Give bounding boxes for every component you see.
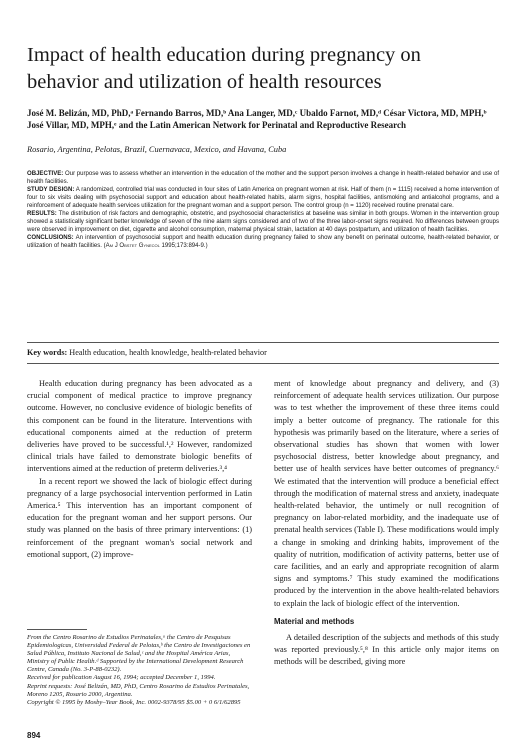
conclusions-label: CONCLUSIONS: bbox=[27, 235, 74, 242]
keywords-text: Health education, health knowledge, health-related behavior bbox=[67, 348, 267, 357]
abstract-conclusions bbox=[27, 234, 499, 250]
footnote-copyright: Copyright © 1995 by Mosby–Year Book, Inc. 0002-9378/95 $5.00 + 0 6/1/62895 bbox=[27, 698, 241, 706]
section-heading: Material and methods bbox=[274, 616, 355, 626]
keywords bbox=[27, 347, 499, 358]
citation-prefix: (Am J Obstet Gynecol bbox=[103, 243, 160, 250]
abstract-results bbox=[27, 210, 499, 234]
body-column-left bbox=[27, 378, 252, 561]
design-text: A randomized, controlled trial was conducted in four sites of Latin America on pregnant women at risk. Half of them (n = 1115) received a home intervention of four to six visits dealing with psychosocial support and education about health-related habits, alarm signs, hospital facilities, antismoking and antialcohol programs, and a reinforcement of adequate health services utilization for the pregnant woman and a support person. The control group (n = 1120) received routine prenatal care. bbox=[27, 187, 499, 210]
results-label: RESULTS: bbox=[27, 211, 57, 218]
body-paragraph: Health education during pregnancy has been advocated as a crucial component of medical practice to improve pregnancy outcome. However, no conclusive evidence of biologic benefits of this component can be found in the literature. Interventions with educational components aimed at the reduction of preterm deliveries have proved to be successful.¹,² However, randomized clinical trials have failed to demonstrate biologic benefits of interventions aimed at the reduction of preterm deliveries.³,⁴ bbox=[27, 379, 252, 474]
citation-suffix: 1995;173:894-9.) bbox=[159, 243, 208, 250]
keywords-top-rule bbox=[27, 342, 499, 343]
footnote-reprints: Reprint requests: José Belizán, MD, PhD, Centro Rosarino de Estudios Perinatales, Moreno 1205, Rosario 2000, Argentina. bbox=[27, 682, 250, 698]
article-title: Impact of health education during pregnancy on behavior and utilization of health resources bbox=[27, 44, 421, 93]
abstract-design bbox=[27, 186, 499, 210]
keywords-label: Key words: bbox=[27, 348, 68, 357]
design-label: STUDY DESIGN: bbox=[27, 187, 75, 194]
methods-paragraph: A detailed description of the subjects and methods of this study was reported previously.⁵,⁸ In this article only major items on methods will be described, giving more bbox=[274, 633, 499, 667]
page-number: 894 bbox=[27, 731, 41, 740]
objective-text: Our purpose was to assess whether an intervention in the education of the mother and the support person involves a change in health-related behavior and use of health facilities. bbox=[27, 171, 499, 186]
objective-label: OBJECTIVE: bbox=[27, 171, 64, 177]
author-list: José M. Belizán, MD, PhD,ᵃ Fernando Barros, MD,ᵇ Ana Langer, MD,ᶜ Ubaldo Farnot, MD,ᵈ César Victora, MD, MPH,ᵇ José Villar, MD, MPH,ᵉ and the Latin American Network for Perinatal and Reproductive Research bbox=[27, 108, 487, 130]
results-text: The distribution of risk factors and demographic, obstetric, and psychosocial characteristics at baseline was similar in both groups. Women in the intervention group showed a statistically significant better knowledge of seven of the nine alarm signs considered and of two of the three labor-onset signs required. No differences between groups were observed in improvement on diet, cigarette and alcohol consumption, maternal physical strain, lactation at 40 days postpartum, and utilization of health facilities. bbox=[27, 211, 499, 234]
keywords-bottom-rule bbox=[27, 363, 499, 364]
abstract-objective bbox=[27, 170, 499, 186]
abstract bbox=[27, 170, 499, 250]
affiliation-locations: Rosario, Argentina, Pelotas, Brazil, Cuernavaca, Mexico, and Havana, Cuba bbox=[27, 145, 287, 154]
footnote-affiliations: From the Centro Rosarino de Estudios Perinatales,ᵃ the Centro de Pesquisas Epidemiologicas, Universidad Federal de Pelotas,ᵇ the Centro de Investigaciones en Salud Pública, Instituto Nacional de Salud,ᶜ and the Hospital América Arias, Ministry of Public Health.ᵈ Supported by the International Development Research Centre, Canada (No. 3-P-88-0232). bbox=[27, 634, 251, 674]
body-paragraph: In a recent report we showed the lack of biologic effect during pregnancy of a large psychosocial intervention performed in Latin America.⁵ This intervention has an important component of education for the pregnant woman and her support persons. Our study was planned on the basis of three primary interventions: (1) reinforcement of the pregnant woman's social network and emotional support, (2) improve- bbox=[27, 476, 252, 559]
conclusions-text: An intervention of psychosocial support and health education during pregnancy failed to show any benefit on perinatal outcome, health-related behavior, or utilization of health facilities. bbox=[27, 235, 499, 250]
body-column-right bbox=[274, 378, 499, 669]
footnote-received: Received for publication August 16, 1994; accepted December 1, 1994. bbox=[27, 674, 216, 682]
body-paragraph: ment of knowledge about pregnancy and delivery, and (3) reinforcement of adequate health services utilization. Our purpose was to test whether the improvement of these three items could imply a better outcome of pregnancy. The rationale for this hypothesis was primarily based on the literature, where a series of observational studies has shown that women with lower psychosocial distress, better knowledge about pregnancy, and better use of health services have better outcomes of pregnancy.⁶ We estimated that the intervention will produce a beneficial effect through the modification of maternal stress and anxiety, inadequate health-related behavior, the untimely or null recognition of pregnancy on labor-related morbidity, and the inadequate use of prenatal health services (Table I). These modifications would imply a change in smoking and drinking habits, improvement of the quality of nutrition, modification of activity patterns, better use of care facilities, and an early and appropriate recognition of alarm signs and symptoms.⁷ This study examined the modifications produced by the intervention in the above health-related behaviors to explain the lack of biologic effect of the intervention. bbox=[274, 379, 499, 608]
footnote bbox=[27, 634, 252, 707]
footnote-rule bbox=[27, 629, 87, 630]
